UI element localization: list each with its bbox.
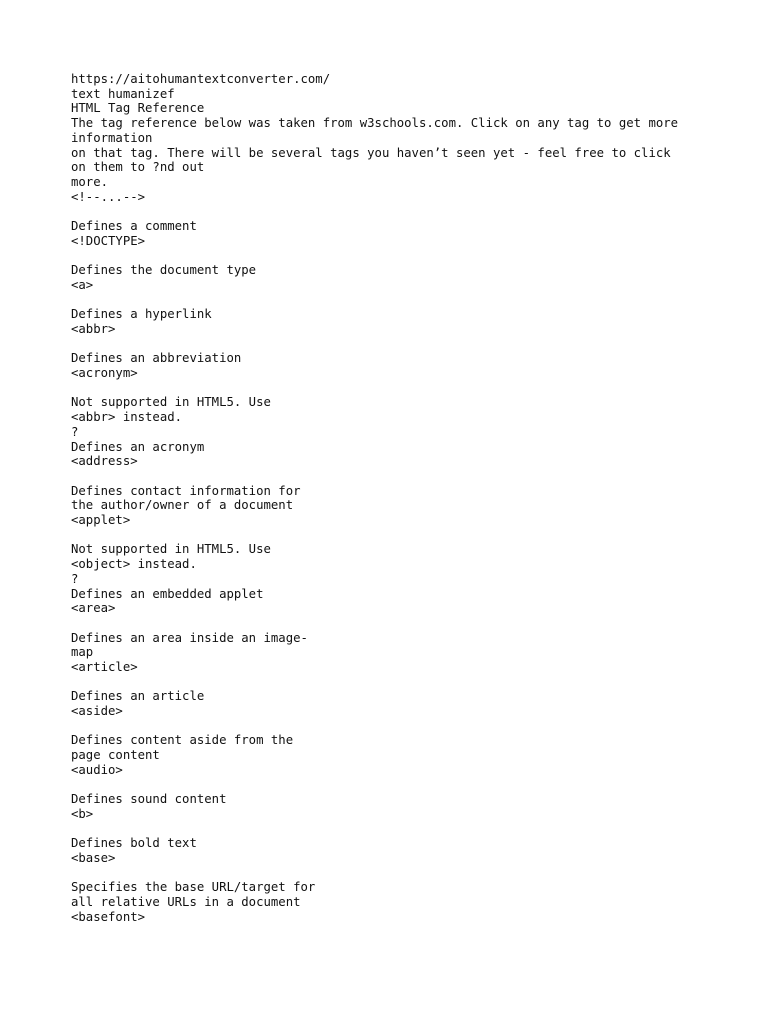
spacer — [71, 778, 731, 793]
tag-entry — [71, 763, 731, 807]
spacer — [71, 381, 731, 396]
tag-name-link[interactable]: <!--...--> — [71, 189, 146, 204]
tag-description: Specifies the base URL/target for — [71, 880, 316, 895]
spacer — [71, 719, 731, 734]
tag-entry — [71, 910, 731, 925]
tag-name-link[interactable]: <basefont> — [71, 909, 146, 924]
tag-description: Defines content aside from the — [71, 733, 294, 748]
tag-entry — [71, 278, 731, 322]
tag-description: <abbr> instead. — [71, 410, 183, 425]
tag-entry — [71, 601, 731, 660]
tag-description: Defines an article — [71, 689, 205, 704]
tag-name-link[interactable]: <a> — [71, 277, 94, 292]
intro-line: on them to ?nd out — [71, 160, 205, 175]
tag-description: Defines contact information for — [71, 483, 301, 498]
tag-entry — [71, 704, 731, 763]
spacer — [71, 675, 731, 690]
tag-description: Not supported in HTML5. Use — [71, 395, 271, 410]
tag-name-link[interactable]: <b> — [71, 806, 94, 821]
spacer — [71, 866, 731, 881]
tag-entry — [71, 660, 731, 704]
tag-name-link[interactable]: <audio> — [71, 762, 123, 777]
tag-entry — [71, 454, 731, 513]
tag-description: Defines the document type — [71, 263, 257, 278]
tag-reference-list — [71, 190, 731, 925]
tag-description: Defines an acronym — [71, 439, 205, 454]
spacer — [71, 293, 731, 308]
intro-paragraph — [71, 116, 731, 190]
intro-line: more. — [71, 174, 109, 189]
tag-description: Defines a hyperlink — [71, 307, 212, 322]
tag-name-link[interactable]: <area> — [71, 601, 116, 616]
tag-description: map — [71, 645, 94, 660]
tag-entry — [71, 322, 731, 366]
tag-name-link[interactable]: <aside> — [71, 704, 123, 719]
tag-name-link[interactable]: <applet> — [71, 513, 131, 527]
document-page — [71, 72, 731, 925]
tag-description: ? — [71, 424, 79, 439]
tag-name-link[interactable]: <base> — [71, 851, 116, 866]
tag-description: Not supported in HTML5. Use — [71, 542, 271, 557]
tag-entry — [71, 513, 731, 601]
tag-description: Defines an embedded applet — [71, 586, 264, 601]
tag-entry — [71, 234, 731, 278]
source-url[interactable]: https://aitohumantextconverter.com/ — [71, 72, 331, 86]
tag-description: all relative URLs in a document — [71, 895, 301, 910]
spacer — [71, 616, 731, 631]
spacer — [71, 469, 731, 484]
tag-description: ? — [71, 571, 79, 586]
tag-description: <object> instead. — [71, 557, 197, 572]
tag-description: Defines sound content — [71, 792, 227, 807]
tag-name-link[interactable]: <article> — [71, 660, 138, 674]
tag-name-link[interactable]: <!DOCTYPE> — [71, 233, 146, 248]
spacer — [71, 822, 731, 837]
tag-name-link[interactable]: <acronym> — [71, 366, 138, 380]
tag-entry — [71, 851, 731, 910]
subtitle: text humanizef — [71, 86, 175, 101]
tag-description: page content — [71, 748, 160, 763]
intro-line: on that tag. There will be several tags you haven’t seen yet - feel free to click — [71, 145, 671, 160]
spacer — [71, 248, 731, 263]
spacer — [71, 528, 731, 543]
tag-description: Defines bold text — [71, 836, 197, 851]
tag-entry — [71, 366, 731, 454]
spacer — [71, 337, 731, 352]
tag-entry — [71, 807, 731, 851]
intro-line: information — [71, 130, 153, 145]
tag-description: Defines an area inside an image- — [71, 630, 308, 645]
spacer — [71, 204, 731, 219]
tag-entry — [71, 190, 731, 234]
tag-name-link[interactable]: <abbr> — [71, 321, 116, 336]
tag-name-link[interactable]: <address> — [71, 454, 138, 469]
tag-description: Defines a comment — [71, 219, 197, 234]
page-title: HTML Tag Reference — [71, 101, 205, 116]
intro-line: The tag reference below was taken from w3schools.com. Click on any tag to get more — [71, 116, 679, 131]
tag-description: Defines an abbreviation — [71, 351, 242, 366]
tag-description: the author/owner of a document — [71, 498, 294, 513]
